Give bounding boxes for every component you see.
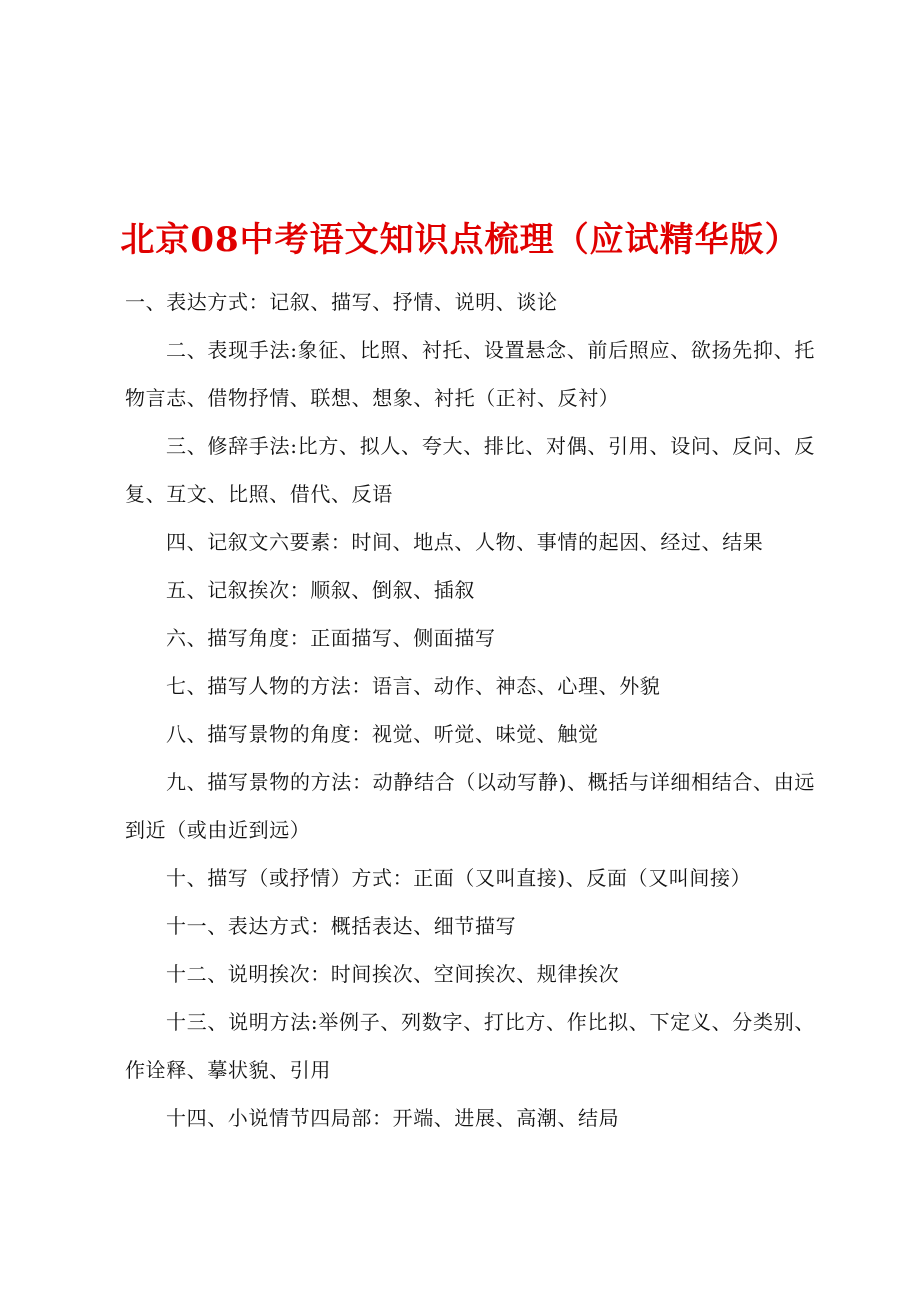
paragraph-description-angles: 六、描写角度：正面描写、侧面描写 [166,626,496,650]
paragraph-description-lyric-methods: 十、描写（或抒情）方式：正面（又叫直接)、反面（又叫间接） [166,866,752,890]
paragraph-narrative-elements: 四、记叙文六要素：时间、地点、人物、事情的起因、经过、结果 [166,530,764,554]
paragraph-scenery-methods: 九、描写景物的方法：动静结合（以动写静)、概括与详细相结合、由远到近（或由近到远） [125,770,815,842]
paragraph-plot-structure: 十四、小说情节四局部：开端、进展、高潮、结局 [166,1106,620,1130]
paragraph-scenery-angles: 八、描写景物的角度：视觉、听觉、味觉、触觉 [166,722,599,746]
paragraph-explanation-order: 十二、说明挨次：时间挨次、空间挨次、规律挨次 [166,962,620,986]
paragraph-narrative-order: 五、记叙挨次：顺叙、倒叙、插叙 [166,578,475,602]
paragraph-presentation-techniques: 二、表现手法:象征、比照、衬托、设置悬念、前后照应、欲扬先抑、托物言志、借物抒情、联想、想象、衬托（正衬、反衬） [125,338,815,410]
paragraph-explanation-methods: 十三、说明方法:举例子、列数字、打比方、作比拟、下定义、分类别、作诠释、摹状貌、引用 [125,1010,815,1082]
paragraph-expression-methods: 一、表达方式：记叙、描写、抒情、说明、谈论 [125,290,558,314]
paragraph-expression-modes: 十一、表达方式：概括表达、细节描写 [166,914,517,938]
document-title: 北京08中考语文知识点梳理（应试精华版） [120,219,800,260]
paragraph-rhetorical-devices: 三、修辞手法:比方、拟人、夸大、排比、对偶、引用、设问、反问、反复、互文、比照、借代、反语 [125,434,815,506]
paragraph-character-description: 七、描写人物的方法：语言、动作、神态、心理、外貌 [166,674,661,698]
document-body [125,278,815,1142]
